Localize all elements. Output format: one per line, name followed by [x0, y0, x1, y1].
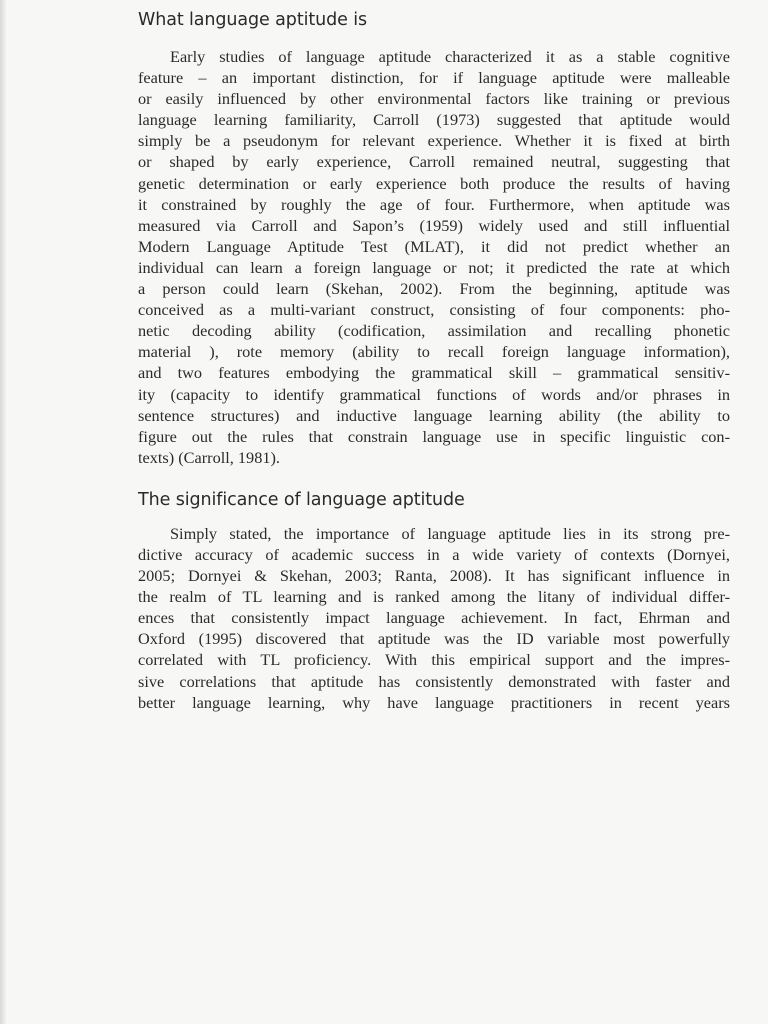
document-page: [138, 0, 730, 713]
body-paragraph: [138, 523, 730, 713]
text-line: language learning familiarity, Carroll (1973) suggested that aptitude would: [138, 110, 730, 130]
text-line: Modern Language Aptitude Test (MLAT), it did not predict whether an: [138, 236, 730, 256]
text-line: or shaped by early experience, Carroll remained neutral, suggesting that: [138, 152, 730, 172]
text-line: sive correlations that aptitude has consistently demonstrated with faster and: [138, 671, 730, 691]
text-line: genetic determination or early experience both produce the results of having: [138, 173, 730, 193]
text-line: measured via Carroll and Sapon’s (1959) widely used and still influential: [138, 215, 730, 235]
text-line: material ), rote memory (ability to recall foreign language information),: [138, 342, 730, 362]
text-line: and two features embodying the grammatical skill – grammatical sensitiv-: [138, 363, 730, 383]
text-line: sentence structures) and inductive language learning ability (the ability to: [138, 405, 730, 425]
text-line: dictive accuracy of academic success in a wide variety of contexts (Dornyei,: [138, 544, 730, 564]
text-line: simply be a pseudonym for relevant experience. Whether it is fixed at birth: [138, 131, 730, 151]
text-line: figure out the rules that constrain language use in specific linguistic con-: [138, 426, 730, 446]
text-line: 2005; Dornyei & Skehan, 2003; Ranta, 2008). It has significant influence in: [138, 566, 730, 586]
section-significance-of-language-aptitude: [138, 488, 730, 713]
body-paragraph: [138, 46, 730, 468]
text-line: ity (capacity to identify grammatical functions of words and/or phrases in: [138, 384, 730, 404]
scanned-page-edge: [0, 0, 6, 1024]
text-line: Oxford (1995) discovered that aptitude was the ID variable most powerfully: [138, 629, 730, 649]
text-line: ences that consistently impact language achievement. In fact, Ehrman and: [138, 608, 730, 628]
text-line: the realm of TL learning and is ranked among the litany of individual differ-: [138, 587, 730, 607]
text-line: individual can learn a foreign language or not; it predicted the rate at which: [138, 257, 730, 277]
text-line: netic decoding ability (codification, assimilation and recalling phonetic: [138, 321, 730, 341]
text-line: feature – an important distinction, for if language aptitude were malleable: [138, 68, 730, 88]
section-heading: The significance of language aptitude: [138, 489, 465, 510]
text-line: Simply stated, the importance of language aptitude lies in its strong pre-: [170, 523, 730, 543]
text-line: it constrained by roughly the age of four. Furthermore, when aptitude was: [138, 194, 730, 214]
text-line: or easily influenced by other environmental factors like training or previous: [138, 89, 730, 109]
text-line: conceived as a multi-variant construct, consisting of four components: pho-: [138, 300, 730, 320]
text-line: texts) (Carroll, 1981).: [138, 447, 280, 467]
section-heading: What language aptitude is: [138, 10, 368, 30]
section-what-language-aptitude-is: [138, 0, 730, 468]
text-line: correlated with TL proficiency. With this empirical support and the impres-: [138, 650, 730, 670]
text-line: better language learning, why have language practitioners in recent years: [138, 692, 730, 712]
text-line: Early studies of language aptitude characterized it as a stable cognitive: [170, 47, 730, 66]
text-line: a person could learn (Skehan, 2002). From the beginning, aptitude was: [138, 279, 730, 299]
